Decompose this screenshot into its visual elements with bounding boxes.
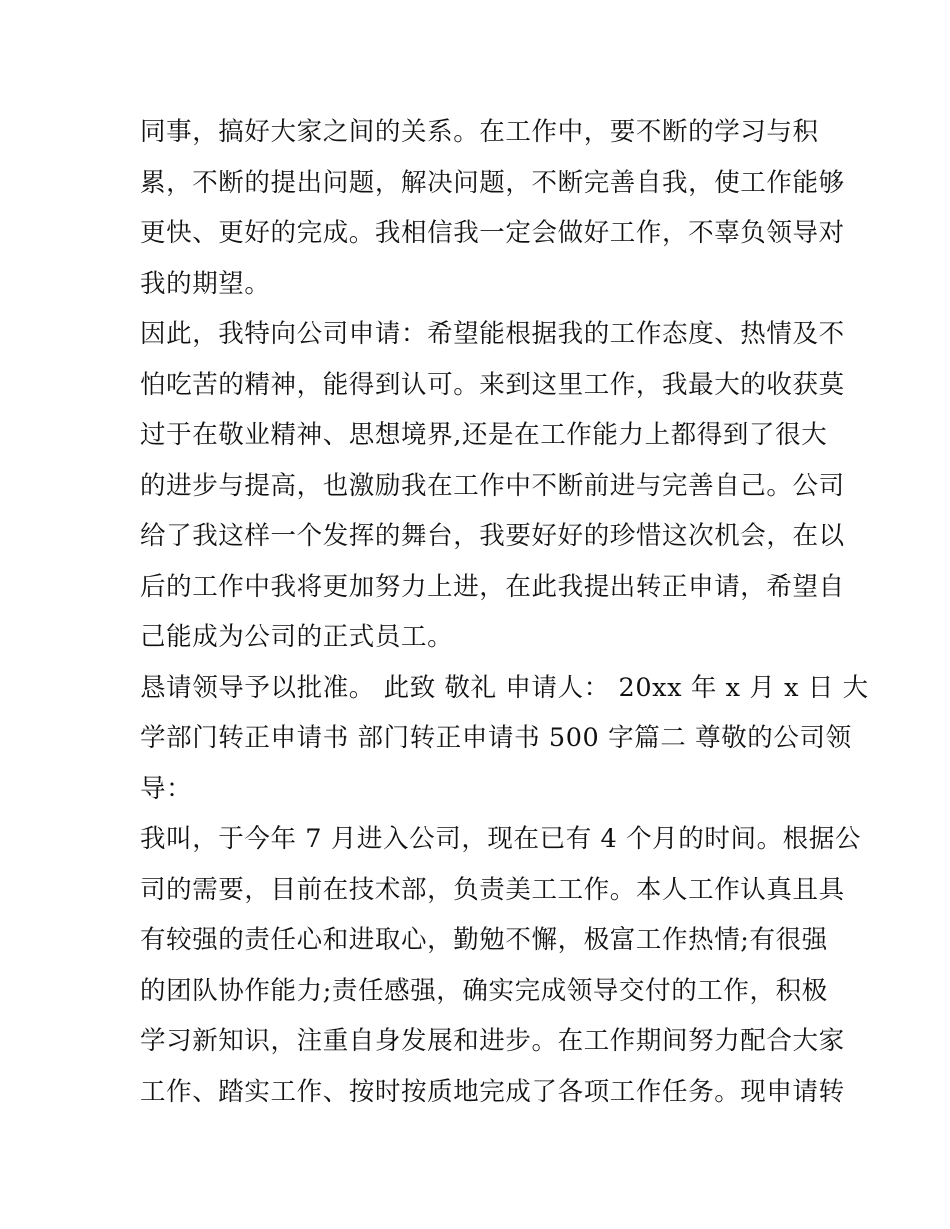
text-line: 累，不断的提出问题，解决问题，不断完善自我，使工作能够	[140, 167, 845, 198]
text-line: 怕吃苦的精神，能得到认可。来到这里工作，我最大的收获莫	[140, 369, 845, 400]
text-line: 过于在敬业精神、思想境界,还是在工作能力上都得到了很大	[140, 420, 828, 450]
text-line: 的进步与提高，也激励我在工作中不断前进与完善自己。公司	[140, 470, 845, 501]
text-line: 我叫，于今年 7 月进入公司，现在已有 4 个月的时间。根据公	[140, 824, 861, 854]
text-line: 后的工作中我将更加努力上进，在此我提出转正申请，希望自	[140, 571, 845, 602]
text-line: 因此，我特向公司申请：希望能根据我的工作态度、热情及不	[140, 319, 845, 349]
paragraph-2	[140, 309, 845, 663]
paragraph-3	[140, 663, 869, 815]
document-body	[140, 107, 869, 1117]
paragraph-1	[140, 107, 845, 309]
paragraph-4	[140, 814, 861, 1117]
text-line: 司的需要，目前在技术部，负责美工工作。本人工作认真且具	[140, 874, 845, 905]
text-line: 更快、更好的完成。我相信我一定会做好工作，不辜负领导对	[140, 218, 845, 248]
text-line: 导：	[140, 773, 193, 804]
text-line: 恳请领导予以批准。 此致 敬礼 申请人： 20xx 年 x 月 x 日 大	[140, 672, 869, 703]
text-line: 有较强的责任心和进取心，勤勉不懈，极富工作热情;有很强	[140, 925, 828, 955]
text-line: 同事，搞好大家之间的关系。在工作中，要不断的学习与积	[140, 117, 819, 147]
text-line: 学部门转正申请书 部门转正申请书 500 字篇二 尊敬的公司领	[140, 723, 852, 753]
text-line: 的团队协作能力;责任感强，确实完成领导交付的工作，积极	[140, 975, 828, 1006]
text-line: 己能成为公司的正式员工。	[140, 622, 454, 652]
text-line: 我的期望。	[140, 268, 271, 299]
text-line: 工作、踏实工作、按时按质地完成了各项工作任务。现申请转	[140, 1076, 845, 1107]
text-line: 给了我这样一个发挥的舞台，我要好好的珍惜这次机会，在以	[140, 521, 845, 551]
text-line: 学习新知识，注重自身发展和进步。在工作期间努力配合大家	[140, 1026, 845, 1056]
